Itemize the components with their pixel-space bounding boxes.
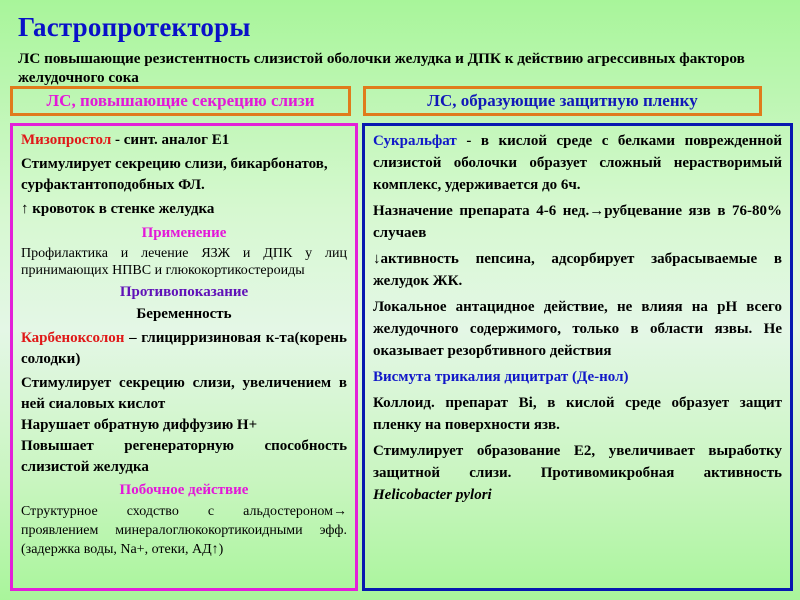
carbenoxolone-desc: – глицирризиновая к-та(корень солодки) bbox=[21, 330, 347, 367]
misoprostol-intro bbox=[21, 130, 347, 151]
drug-name-misoprostol: Мизопростол bbox=[21, 132, 112, 148]
bismuth-p2-text: Стимулирует образование Е2, увеличивает выработку защитной слизи. Противомикробная активность bbox=[373, 443, 782, 481]
misoprostol-effect-2: ↑ кровоток в стенке желудка bbox=[21, 201, 215, 217]
carbenoxolone-effect-1: Стимулирует секрецию слизи, увеличением в ней сиаловых кислот bbox=[21, 375, 347, 412]
carbenoxolone-side-text: Структурное сходство с альдостероном→ проявлением минералоглюкокортикоидными эфф. (задержка воды, Na+, отеки, АД↑) bbox=[21, 504, 347, 557]
carbenoxolone-effect-2: Нарушает обратную диффузию Н+ bbox=[21, 417, 258, 433]
left-column-header-label: ЛС, повышающие секрецию слизи bbox=[46, 91, 315, 110]
misoprostol-desc: - синт. аналог Е1 bbox=[111, 132, 230, 148]
misoprostol-contra-text: Беременность bbox=[136, 306, 232, 322]
carbenoxolone-intro bbox=[21, 328, 347, 370]
right-column-header bbox=[363, 86, 762, 116]
drug-name-bismuth: Висмута трикалия дицитрат (Де-нол) bbox=[373, 369, 629, 385]
misoprostol-effect-1: Стимулирует секрецию слизи, бикарбонатов, сурфактантоподобных ФЛ. bbox=[21, 156, 328, 193]
misoprostol-use-heading: Применение bbox=[141, 225, 227, 241]
left-panel-mucus-secretion bbox=[10, 123, 358, 591]
drug-name-sucralfate: Сукральфат bbox=[373, 133, 457, 149]
carbenoxolone-side-heading: Побочное действие bbox=[119, 482, 249, 498]
bismuth-p2 bbox=[373, 440, 782, 506]
sucralfate-p2: Назначение препарата 4-6 нед.→рубцевание язв в 76-80% случаев bbox=[373, 203, 782, 241]
right-column-header-label: ЛС, образующие защитную пленку bbox=[427, 91, 698, 110]
right-panel-protective-film bbox=[362, 123, 793, 591]
slide-subtitle: ЛС повышающие резистентность слизистой оболочки желудка и ДПК к действию агрессивных факторов желудочного сока bbox=[18, 50, 745, 86]
sucralfate-p4: Локальное антацидное действие, не влияя на рН всего желудочного содержимого, только в области язвы. Не оказывает резорбтивного действия bbox=[373, 299, 782, 359]
drug-name-carbenoxolone: Карбеноксолон bbox=[21, 330, 125, 346]
misoprostol-use-text: Профилактика и лечение ЯЗЖ и ДПК у лиц принимающих НПВС и глюкокортикостероиды bbox=[21, 246, 347, 278]
sucralfate-desc: - в кислой среде с белками поврежденной слизистой оболочки образует сложный нерастворимый комплекс, удерживается до 6ч. bbox=[373, 133, 782, 193]
carbenoxolone-effect-3: Повышает регенераторную способность слизистой желудка bbox=[21, 438, 347, 475]
bismuth-p2-organism: Helicobacter pylori bbox=[373, 487, 492, 503]
slide-title: Гастропротекторы bbox=[18, 12, 251, 42]
misoprostol-contra-heading: Противопоказание bbox=[119, 284, 249, 300]
bismuth-p1: Коллоид. препарат Bi, в кислой среде образует защит пленку на поверхности язв. bbox=[373, 395, 782, 433]
left-column-header bbox=[10, 86, 351, 116]
sucralfate-intro bbox=[373, 130, 782, 196]
sucralfate-p3: ↓активность пепсина, адсорбирует забрасываемые в желудок ЖК. bbox=[373, 251, 782, 289]
